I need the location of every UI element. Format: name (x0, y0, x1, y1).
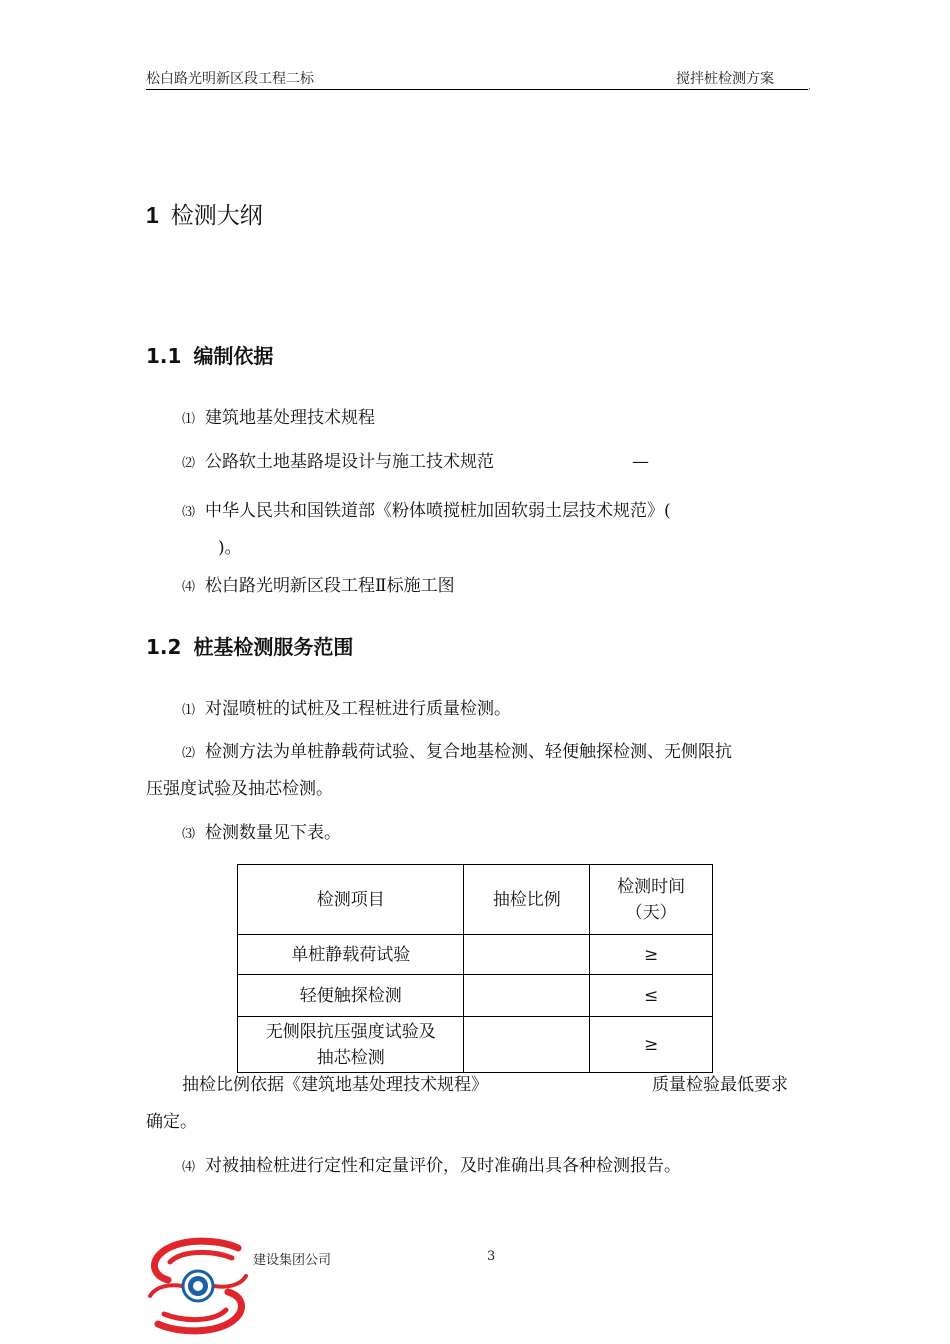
scope-item-1-mark: ⑴ (182, 703, 196, 718)
basis-item-4 (182, 574, 455, 600)
scope-item-2-cont: 压强度试验及抽芯检测。 (146, 779, 333, 799)
section-1-2-title: 桩基检测服务范围 (193, 635, 354, 659)
section-1-1-number: 1.1 (146, 344, 182, 368)
scope-item-2 (182, 740, 732, 766)
basis-item-4-mark: ⑷ (182, 580, 196, 595)
header-rule (146, 89, 808, 90)
basis-item-1-text: 建筑地基处理技术规程 (205, 408, 376, 428)
scope-item-3-mark: ⑶ (182, 827, 196, 842)
section-1-number: 1 (146, 202, 159, 228)
table-header-ratio: 抽检比例 (464, 865, 590, 935)
table-note-b: 质量检验最低要求 (652, 1075, 788, 1095)
section-1-1-title: 编制依据 (193, 344, 274, 368)
section-1-1-heading (146, 342, 273, 370)
table-row (238, 935, 713, 975)
table-header-row (238, 865, 713, 935)
footer-page-number: 3 (487, 1249, 496, 1264)
table-header-item: 检测项目 (238, 865, 464, 935)
scope-item-4-mark: ⑷ (182, 1160, 196, 1175)
basis-item-3-mark: ⑶ (182, 505, 196, 520)
basis-item-2-trail: — (632, 452, 649, 472)
footer-company: 建设集团公司 (253, 1253, 332, 1268)
basis-item-2-mark: ⑵ (182, 456, 196, 471)
basis-item-3-text: 中华人民共和国铁道部《粉体喷搅桩加固软弱土层技术规范》( (205, 501, 671, 521)
table-cell-time: ≥ (590, 1017, 713, 1073)
table-header-time-line1: 检测时间 (617, 876, 686, 897)
section-1-2-number: 1.2 (146, 635, 182, 659)
table-note-a: 抽检比例依据《建筑地基处理技术规程》 (182, 1075, 488, 1095)
table-cell-item: 轻便触探检测 (238, 975, 464, 1017)
basis-item-1 (182, 406, 375, 432)
table-cell-item (238, 1017, 464, 1073)
scope-item-3-text: 检测数量见下表。 (205, 823, 342, 843)
scope-item-4 (182, 1154, 681, 1180)
scope-item-3 (182, 821, 341, 847)
inspection-table (237, 864, 713, 1073)
section-1-2-heading (146, 633, 353, 661)
table-cell-ratio (464, 975, 590, 1017)
basis-item-3-cont: )。 (218, 538, 242, 558)
header-end-mark: , (808, 82, 811, 92)
basis-item-2-text: 公路软土地基路堤设计与施工技术规范 (205, 452, 495, 472)
scope-item-4-text: 对被抽检桩进行定性和定量评价，及时准确出具各种检测报告。 (205, 1156, 682, 1176)
table-cell-ratio (464, 935, 590, 975)
table-header-time-line2: （天） (625, 902, 677, 923)
table-cell-time: ≥ (590, 935, 713, 975)
scope-item-1 (182, 697, 511, 723)
scope-item-2-mark: ⑵ (182, 746, 196, 761)
table-row (238, 975, 713, 1017)
basis-item-1-mark: ⑴ (182, 412, 196, 427)
company-logo-icon (146, 1236, 250, 1336)
table-cell-item-line2: 抽芯检测 (316, 1047, 385, 1068)
header-right: 搅拌桩检测方案 (676, 71, 774, 87)
section-1-title: 检测大纲 (170, 203, 263, 229)
basis-item-4-text: 松白路光明新区段工程Ⅱ标施工图 (205, 576, 455, 596)
table-note-c: 确定。 (146, 1112, 197, 1132)
table-cell-ratio (464, 1017, 590, 1073)
scope-item-2-text: 检测方法为单桩静载荷试验、复合地基检测、轻便触探检测、无侧限抗 (205, 742, 733, 762)
basis-item-3 (182, 499, 671, 525)
table-header-time (590, 865, 713, 935)
table-cell-time: ≤ (590, 975, 713, 1017)
basis-item-2 (182, 450, 494, 476)
header-left: 松白路光明新区段工程二标 (146, 71, 314, 87)
table-cell-item-line1: 无侧限抗压强度试验及 (265, 1021, 436, 1042)
scope-item-1-text: 对湿喷桩的试桩及工程桩进行质量检测。 (205, 699, 512, 719)
section-1-heading (146, 200, 263, 231)
table-cell-item: 单桩静载荷试验 (238, 935, 464, 975)
table-row (238, 1017, 713, 1073)
